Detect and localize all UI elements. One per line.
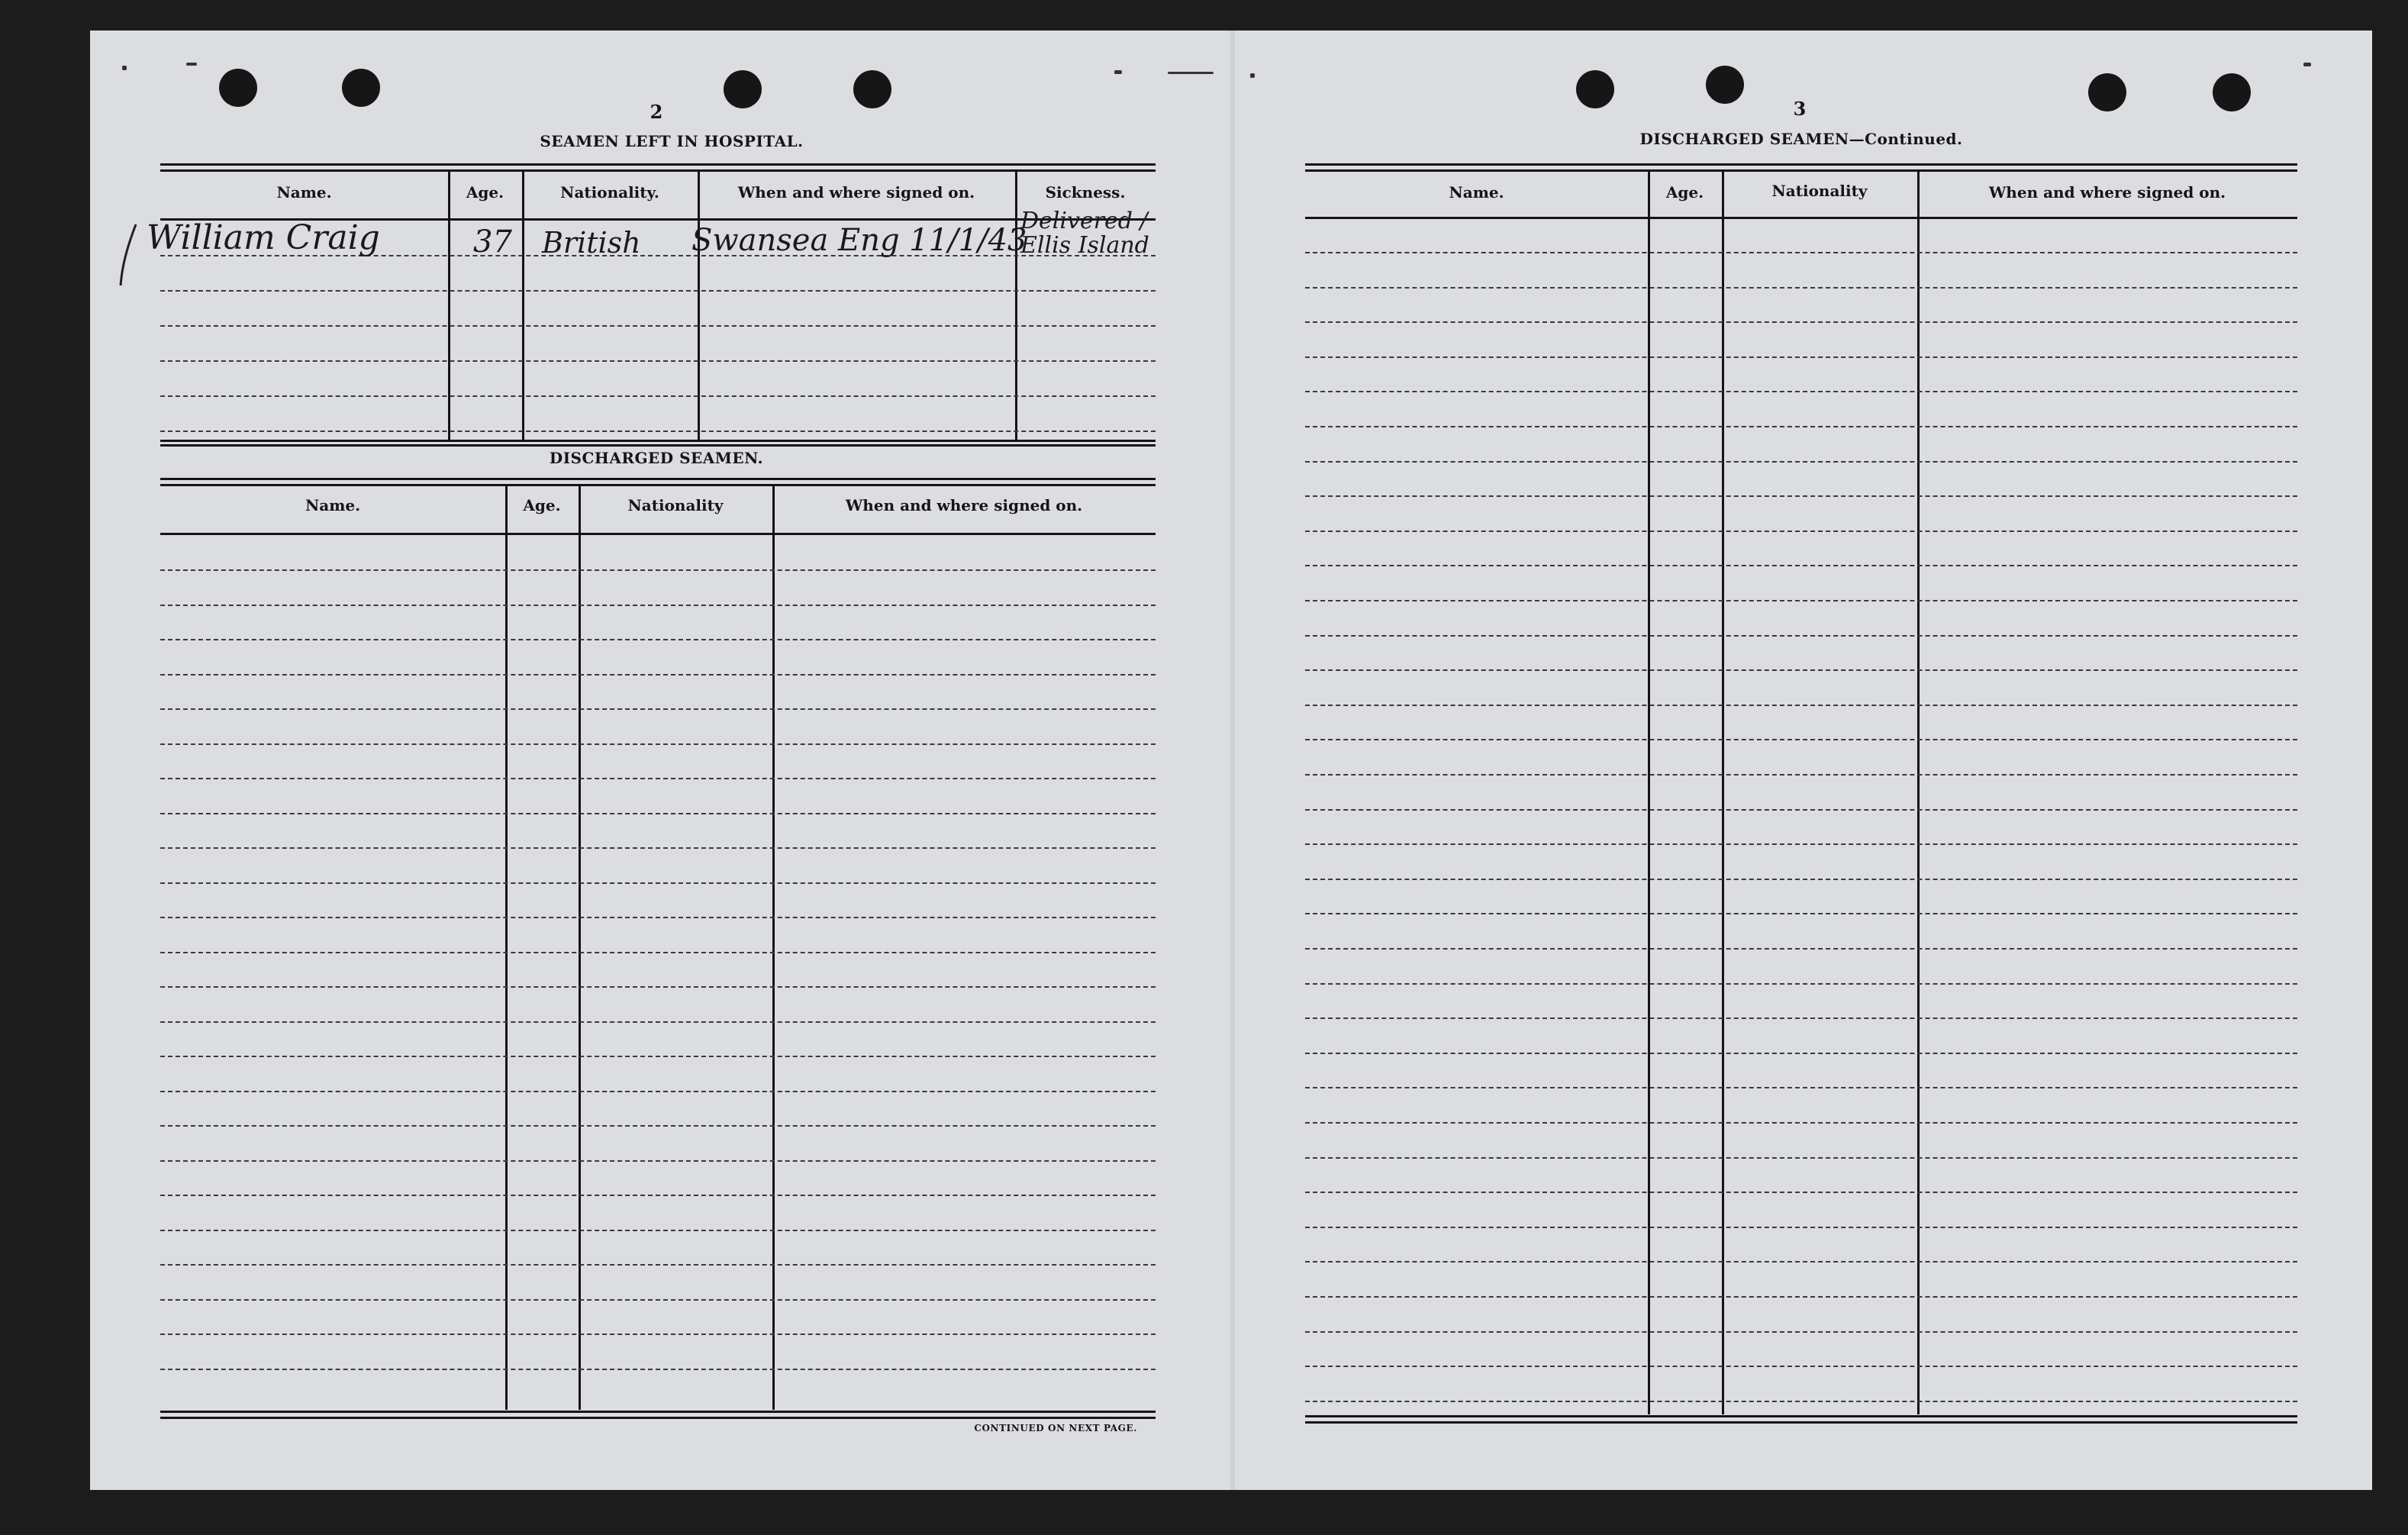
header-underline	[1305, 217, 1648, 219]
row-line	[160, 917, 1156, 918]
row-line	[1305, 1087, 2297, 1088]
row-line	[160, 325, 1156, 327]
ink-speck	[1114, 70, 1122, 74]
row-line	[1305, 669, 2297, 671]
row-line	[1305, 635, 2297, 637]
row-line	[1305, 287, 2297, 289]
row-line	[1305, 1261, 2297, 1263]
table-top-rule	[160, 484, 1156, 486]
column-header-signed-on: When and where signed on.	[845, 496, 1083, 514]
row-line	[160, 986, 1156, 988]
column-header-age: Age.	[523, 496, 561, 514]
row-line	[1305, 252, 2297, 253]
row-line	[160, 290, 1156, 292]
row-line	[160, 1230, 1156, 1231]
row-line	[160, 1333, 1156, 1335]
table-bottom-rule	[1305, 1415, 2297, 1417]
row-line	[1305, 1296, 2297, 1298]
table-top-rule	[1305, 169, 2297, 172]
margin-check-mark	[114, 221, 145, 290]
column-header-nationality: Nationality.	[560, 183, 659, 202]
row-line	[1305, 948, 2297, 950]
row-line	[1305, 565, 2297, 566]
row-line	[1305, 391, 2297, 392]
header-underline	[1724, 217, 1917, 219]
table-top-rule	[1305, 163, 2297, 166]
row-line	[1305, 1227, 2297, 1228]
row-line	[1305, 426, 2297, 427]
page-number-left: 2	[650, 101, 663, 123]
hospital-table	[147, 162, 1156, 447]
discharged-continued-table	[1305, 160, 2297, 1426]
punch-hole	[1576, 70, 1614, 108]
handwritten-nationality: British	[542, 226, 641, 260]
table-bottom-rule	[1305, 1421, 2297, 1424]
column-header-nationality: Nationality	[1771, 182, 1868, 200]
header-underline	[775, 533, 1156, 535]
row-line	[1305, 1401, 2297, 1402]
row-line	[1305, 321, 2297, 323]
row-line	[160, 778, 1156, 779]
punch-hole	[724, 70, 762, 108]
table-top-rule	[160, 163, 1156, 166]
punch-hole	[1706, 66, 1744, 104]
row-line	[1305, 983, 2297, 985]
handwritten-sickness: Delivered / Ellis Island	[1020, 208, 1149, 259]
column-divider	[772, 486, 775, 1410]
column-divider	[1015, 172, 1017, 441]
table-bottom-rule	[160, 444, 1156, 447]
row-line	[160, 605, 1156, 606]
header-underline	[1920, 217, 2297, 219]
table-top-rule	[160, 478, 1156, 480]
punch-hole	[219, 69, 257, 107]
row-line	[1305, 843, 2297, 845]
row-line	[160, 1195, 1156, 1196]
row-line	[1305, 495, 2297, 497]
ink-speck	[122, 66, 127, 70]
row-line	[160, 1021, 1156, 1023]
column-divider	[1648, 172, 1650, 1414]
punch-hole	[2213, 73, 2251, 111]
row-line	[1305, 1192, 2297, 1193]
column-header-name: Name.	[276, 183, 332, 202]
column-divider	[1917, 172, 1920, 1414]
discharged-table	[160, 476, 1156, 1421]
handwritten-name: William Craig	[147, 218, 380, 257]
column-header-name: Name.	[305, 496, 361, 514]
row-line	[160, 569, 1156, 571]
row-line	[160, 431, 1156, 432]
row-line	[160, 847, 1156, 849]
punch-hole	[853, 70, 891, 108]
column-header-signed-on: When and where signed on.	[737, 183, 975, 202]
row-line	[1305, 1157, 2297, 1159]
table-top-rule	[160, 169, 1156, 172]
column-header-age: Age.	[466, 183, 504, 202]
header-underline	[700, 218, 1015, 221]
table-bottom-rule	[160, 1417, 1156, 1419]
header-underline	[581, 533, 772, 535]
column-header-name: Name.	[1449, 183, 1504, 202]
row-line	[160, 1264, 1156, 1266]
column-header-sickness: Sickness.	[1045, 183, 1126, 202]
row-line	[1305, 1053, 2297, 1054]
row-line	[160, 1091, 1156, 1092]
column-divider	[579, 486, 581, 1410]
row-line	[1305, 739, 2297, 740]
punch-hole	[342, 69, 380, 107]
row-line	[160, 952, 1156, 953]
row-line	[160, 708, 1156, 710]
column-divider	[522, 172, 524, 441]
row-line	[160, 1369, 1156, 1370]
row-line	[160, 813, 1156, 814]
handwritten-signed-on: Swansea Eng 11/1/43	[691, 223, 1027, 258]
row-line	[160, 882, 1156, 884]
hospital-section-title: SEAMEN LEFT IN HOSPITAL.	[540, 132, 804, 150]
column-divider	[1722, 172, 1724, 1414]
column-header-age: Age.	[1665, 183, 1704, 202]
continued-note: CONTINUED ON NEXT PAGE.	[974, 1423, 1137, 1433]
row-line	[160, 743, 1156, 745]
row-line	[1305, 1017, 2297, 1019]
row-line	[1305, 705, 2297, 706]
row-line	[1305, 879, 2297, 880]
header-underline	[450, 218, 522, 221]
column-header-signed-on: When and where signed on.	[1988, 183, 2226, 202]
column-divider	[448, 172, 450, 441]
page-fold	[1230, 31, 1235, 1490]
table-bottom-rule	[160, 440, 1156, 442]
row-line	[160, 1056, 1156, 1057]
punch-hole	[2088, 73, 2126, 111]
column-divider	[505, 486, 508, 1410]
row-line	[1305, 1331, 2297, 1333]
header-underline	[1650, 217, 1722, 219]
row-line	[160, 639, 1156, 640]
row-line	[160, 1125, 1156, 1127]
row-line	[1305, 913, 2297, 914]
ink-speck	[1168, 72, 1214, 74]
row-line	[1305, 600, 2297, 601]
row-line	[160, 1160, 1156, 1162]
row-line	[160, 360, 1156, 362]
column-divider	[698, 172, 700, 441]
column-header-nationality: Nationality	[627, 496, 724, 514]
row-line	[1305, 774, 2297, 776]
row-line	[160, 395, 1156, 397]
row-line	[1305, 809, 2297, 811]
header-underline	[508, 533, 579, 535]
row-line	[1305, 356, 2297, 358]
header-underline	[160, 533, 505, 535]
row-line	[1305, 530, 2297, 532]
page-number-right: 3	[1793, 98, 1807, 120]
ink-speck	[186, 63, 197, 66]
ink-speck	[1250, 73, 1255, 78]
row-line	[1305, 1366, 2297, 1367]
discharged-section-title: DISCHARGED SEAMEN.	[549, 449, 764, 467]
header-underline	[524, 218, 698, 221]
row-line	[1305, 461, 2297, 463]
row-line	[1305, 1122, 2297, 1124]
discharged-continued-title: DISCHARGED SEAMEN—Continued.	[1639, 130, 1963, 148]
row-line	[160, 1299, 1156, 1301]
row-line	[160, 674, 1156, 676]
ink-speck	[2303, 63, 2311, 66]
table-bottom-rule	[160, 1411, 1156, 1413]
handwritten-age: 37	[473, 224, 512, 260]
